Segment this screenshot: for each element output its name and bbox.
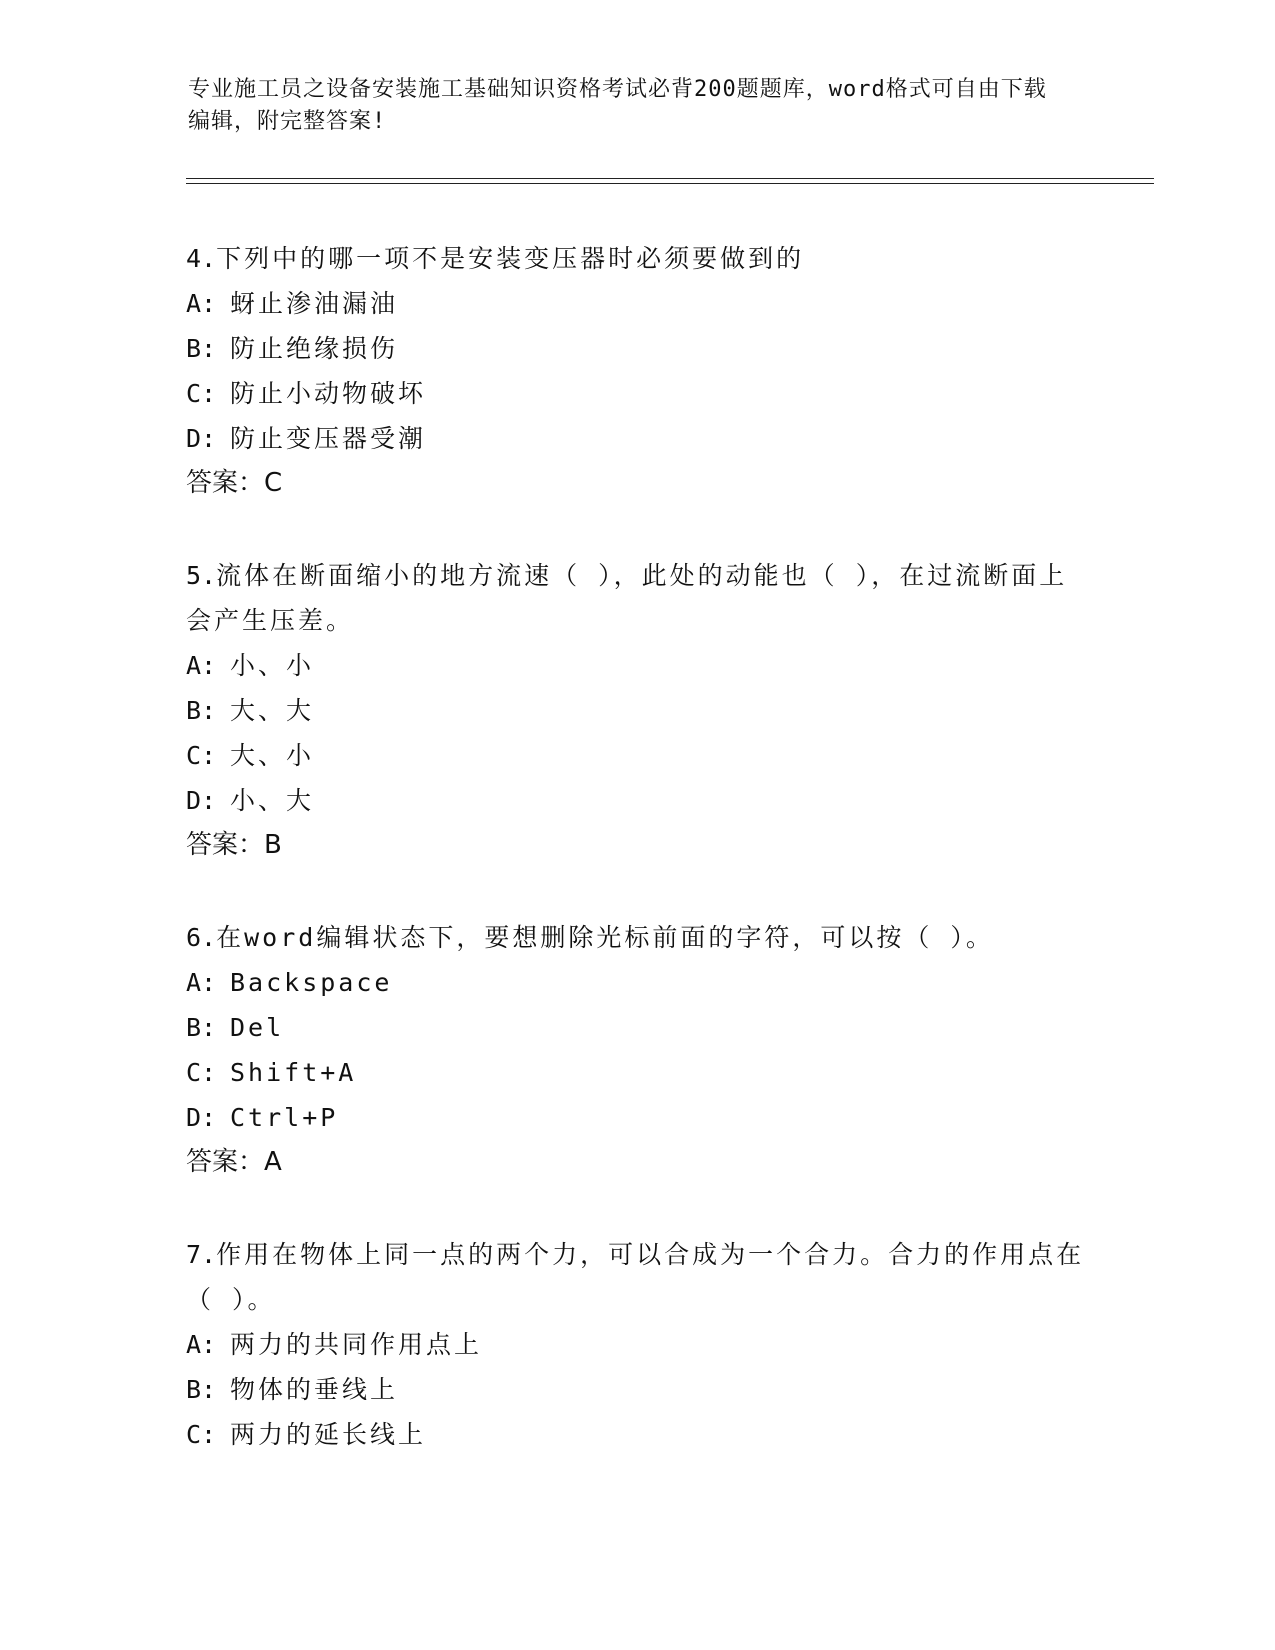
question-number: 7. bbox=[186, 1240, 217, 1269]
answer-line: 答案：C bbox=[186, 468, 283, 498]
question-stem bbox=[186, 1232, 1086, 1322]
option-c bbox=[186, 733, 1086, 778]
option-letter: A: bbox=[186, 968, 217, 997]
answer-line: 答案：B bbox=[186, 830, 282, 860]
option-letter: C: bbox=[186, 1058, 217, 1087]
option-c bbox=[186, 1050, 1086, 1095]
option-letter: A: bbox=[186, 1330, 217, 1359]
question-list bbox=[186, 236, 1086, 1504]
option-b bbox=[186, 688, 1086, 733]
option-a bbox=[186, 960, 1086, 1005]
option-letter: B: bbox=[186, 696, 217, 725]
question-stem bbox=[186, 915, 1086, 960]
question-text: 在word编辑状态下，要想删除光标前面的字符，可以按（ ）。 bbox=[216, 923, 994, 952]
option-text: 大、小 bbox=[230, 741, 315, 770]
option-text: 物体的垂线上 bbox=[230, 1375, 399, 1404]
question-stem bbox=[186, 553, 1086, 643]
option-text: Del bbox=[230, 1013, 285, 1042]
question-4 bbox=[186, 236, 1086, 506]
option-c bbox=[186, 371, 1086, 416]
option-c bbox=[186, 1412, 1086, 1457]
question-7 bbox=[186, 1232, 1086, 1457]
option-d bbox=[186, 778, 1086, 823]
question-text: 作用在物体上同一点的两个力，可以合成为一个合力。合力的作用点在（ ）。 bbox=[186, 1240, 1085, 1314]
option-letter: A: bbox=[186, 651, 217, 680]
option-text: Backspace bbox=[230, 968, 393, 997]
option-text: 小、小 bbox=[230, 651, 315, 680]
option-letter: C: bbox=[186, 379, 217, 408]
option-letter: B: bbox=[186, 1375, 217, 1404]
option-text: 两力的共同作用点上 bbox=[230, 1330, 483, 1359]
header-divider-top bbox=[186, 178, 1154, 179]
option-a bbox=[186, 1322, 1086, 1367]
option-d bbox=[186, 1095, 1086, 1140]
option-text: Shift+A bbox=[230, 1058, 357, 1087]
option-d bbox=[186, 416, 1086, 461]
answer-line: 答案：A bbox=[186, 1147, 282, 1177]
option-a bbox=[186, 643, 1086, 688]
option-letter: A: bbox=[186, 289, 217, 318]
option-text: 防止变压器受潮 bbox=[230, 424, 427, 453]
option-text: Ctrl+P bbox=[230, 1103, 339, 1132]
option-text: 防止小动物破坏 bbox=[230, 379, 427, 408]
option-text: 大、大 bbox=[230, 696, 315, 725]
document-header: 专业施工员之设备安装施工基础知识资格考试必背200题题库，word格式可自由下载编辑，附完整答案! bbox=[188, 77, 1047, 134]
question-number: 6. bbox=[186, 923, 217, 952]
option-text: 蚜止渗油漏油 bbox=[230, 289, 399, 318]
option-letter: D: bbox=[186, 1103, 217, 1132]
option-text: 小、大 bbox=[230, 786, 315, 815]
option-text: 防止绝缘损伤 bbox=[230, 334, 399, 363]
option-letter: D: bbox=[186, 424, 217, 453]
question-6 bbox=[186, 915, 1086, 1185]
question-5 bbox=[186, 553, 1086, 868]
question-text: 流体在断面缩小的地方流速（ ），此处的动能也（ ），在过流断面上会产生压差。 bbox=[186, 561, 1068, 635]
option-letter: B: bbox=[186, 1013, 217, 1042]
option-text: 两力的延长线上 bbox=[230, 1420, 427, 1449]
option-letter: C: bbox=[186, 741, 217, 770]
header-divider-bottom bbox=[186, 183, 1154, 184]
question-text: 下列中的哪一项不是安装变压器时必须要做到的 bbox=[216, 244, 805, 273]
question-number: 4. bbox=[186, 244, 217, 273]
question-stem bbox=[186, 236, 1086, 281]
option-b bbox=[186, 1005, 1086, 1050]
option-a bbox=[186, 281, 1086, 326]
option-letter: B: bbox=[186, 334, 217, 363]
question-number: 5. bbox=[186, 561, 217, 590]
option-b bbox=[186, 1367, 1086, 1412]
option-b bbox=[186, 326, 1086, 371]
option-letter: D: bbox=[186, 786, 217, 815]
option-letter: C: bbox=[186, 1420, 217, 1449]
